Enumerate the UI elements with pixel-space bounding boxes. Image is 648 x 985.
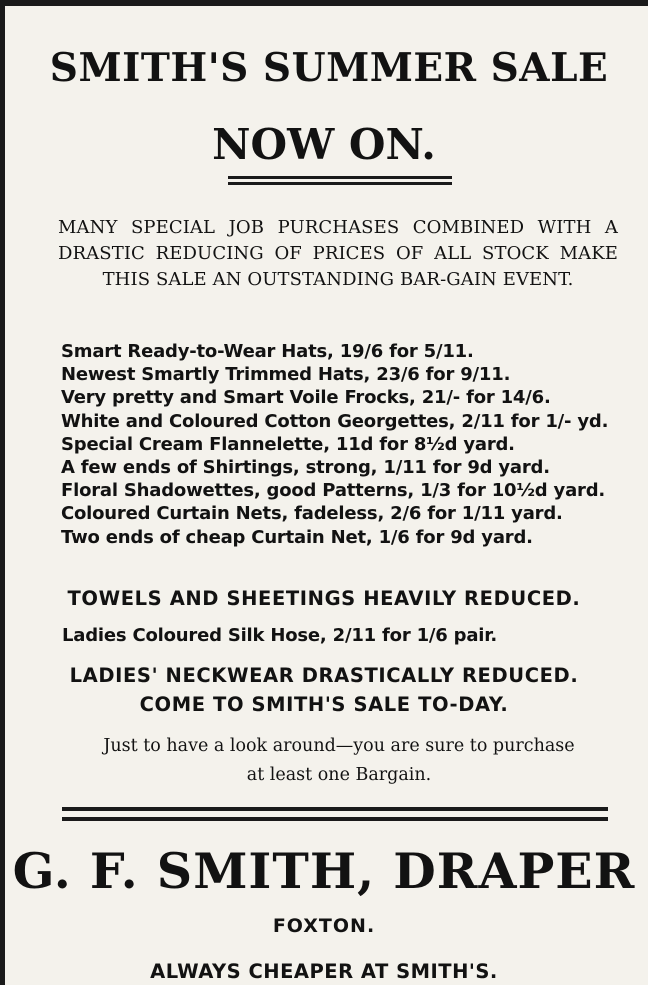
town-name: FOXTON.	[272, 915, 376, 937]
list-item: White and Coloured Cotton Georgettes, 2/11 for 1/- yd.	[61, 410, 609, 432]
subheadline: NOW ON.	[212, 120, 436, 169]
list-item: Special Cream Flannelette, 11d for 8½d yard.	[61, 433, 515, 455]
list-item: Floral Shadowettes, good Patterns, 1/3 for 10½d yard.	[61, 480, 606, 502]
list-item: Two ends of cheap Curtain Net, 1/6 for 9d yard.	[61, 526, 533, 548]
closing-line-1: Just to have a look around—you are sure to purchase	[103, 736, 575, 756]
towels-line: TOWELS AND SHEETINGS HEAVILY REDUCED.	[67, 587, 581, 610]
closing-line-2: at least one Bargain.	[246, 765, 432, 785]
short-double-rule	[228, 176, 452, 185]
list-item: Very pretty and Smart Voile Frocks, 21/- for 14/6.	[61, 387, 551, 409]
slogan: ALWAYS CHEAPER AT SMITH'S.	[150, 960, 498, 983]
long-double-rule	[62, 807, 608, 821]
top-border-rule	[0, 0, 648, 6]
come-line: COME TO SMITH'S SALE TO-DAY.	[139, 693, 509, 716]
intro-paragraph: MANY SPECIAL JOB PURCHASES COMBINED WITH A DRASTIC REDUCING OF PRICES OF ALL STOCK MAKE THIS SALE AN OUTSTANDING BAR-GAIN EVENT.	[58, 217, 618, 290]
list-item: Smart Ready-to-Wear Hats, 19/6 for 5/11.	[61, 341, 474, 362]
neckwear-line: LADIES' NECKWEAR DRASTICALLY REDUCED.	[69, 664, 579, 687]
list-item: Coloured Curtain Nets, fadeless, 2/6 for 1/11 yard.	[61, 503, 563, 525]
list-item: Newest Smartly Trimmed Hats, 23/6 for 9/11.	[61, 364, 511, 386]
hose-line: Ladies Coloured Silk Hose, 2/11 for 1/6 pair.	[62, 625, 498, 646]
closing-text	[56, 732, 622, 790]
firm-name: G. F. SMITH, DRAPER	[12, 842, 636, 900]
list-item: A few ends of Shirtings, strong, 1/11 for 9d yard.	[61, 457, 550, 479]
sale-items-list	[61, 340, 631, 549]
headline: SMITH'S SUMMER SALE	[49, 45, 609, 91]
